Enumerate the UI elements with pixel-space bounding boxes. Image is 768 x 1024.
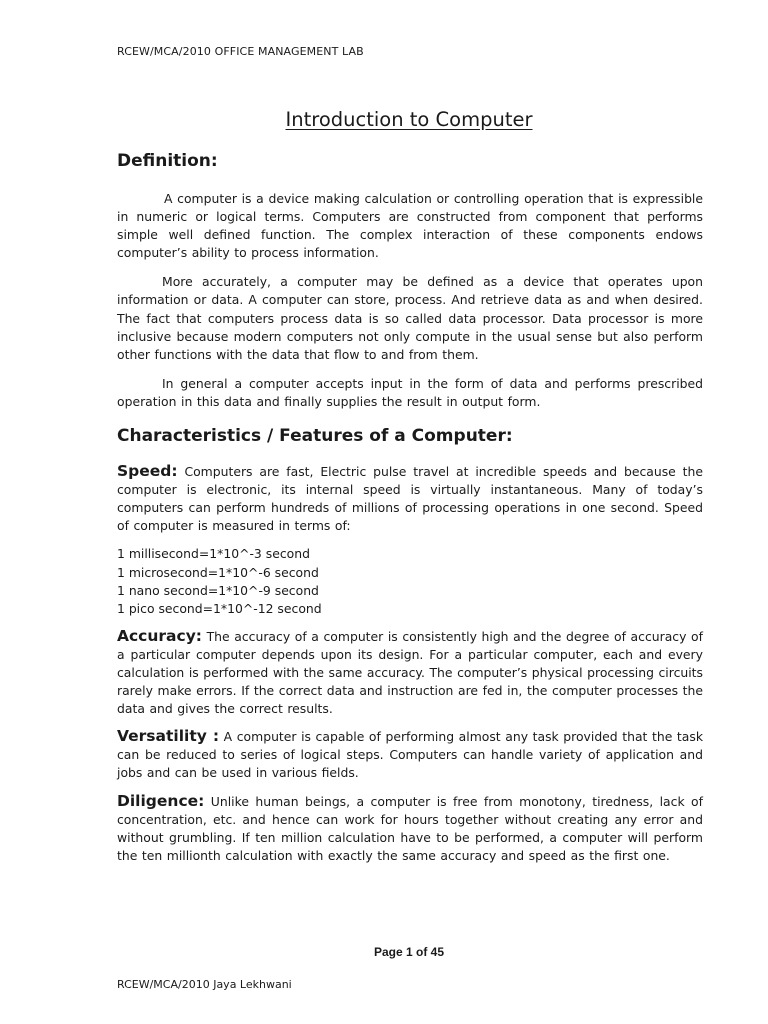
speed-unit-item: 1 nano second=1*10^-9 second <box>117 582 319 598</box>
speed-units-list <box>117 545 703 617</box>
definition-heading: Definition: <box>117 151 218 171</box>
versatility-label: Versatility : <box>117 727 220 746</box>
diligence-text: Unlike human beings, a computer is free from monotony, tiredness, lack of concentration, etc. and hence can work for hours together without creating any error and without grumbling. If ten million calculation have to be performed, a computer will perform the ten millionth calculation with exactly the same accuracy and speed as the first one. <box>117 793 703 863</box>
diligence-paragraph <box>117 792 703 865</box>
definition-paragraph-1: A computer is a device making calculation or controlling operation that is expressible in numeric or logical terms. Computers are constructed from component that performs simple well defined function. The complex interaction of these components endows computer’s ability to process information. <box>117 191 703 261</box>
speed-unit-item: 1 microsecond=1*10^-6 second <box>117 564 319 580</box>
speed-unit-item: 1 pico second=1*10^-12 second <box>117 600 322 616</box>
speed-paragraph <box>117 462 703 535</box>
page-footer: RCEW/MCA/2010 Jaya Lekhwani <box>117 978 292 991</box>
diligence-label: Diligence: <box>117 791 205 810</box>
accuracy-text: The accuracy of a computer is consistently high and the degree of accuracy of a particular computer depends upon its design. For a particular computer, each and every calculation is performed with the same accuracy. The computer’s physical processing circuits rarely make errors. If the correct data and instruction are fed in, the computer processes the data and gives the correct results. <box>117 628 703 717</box>
versatility-paragraph <box>117 727 703 782</box>
characteristics-heading: Characteristics / Features of a Computer: <box>117 426 513 447</box>
accuracy-paragraph <box>117 627 703 718</box>
speed-unit-item: 1 millisecond=1*10^-3 second <box>117 546 310 562</box>
accuracy-label: Accuracy: <box>117 626 203 645</box>
document-body <box>117 150 703 865</box>
definition-paragraph-2: More accurately, a computer may be defined as a device that operates upon information or data. A computer can store, process. And retrieve data as and when desired. The fact that computers process data is so called data processor. Data processor is more inclusive because modern computers not only compute in the usual sense but also perform other functions with the data that flow to and from them. <box>117 274 703 362</box>
definition-paragraph-3: In general a computer accepts input in the form of data and performs prescribed operation in this data and finally supplies the result in output form. <box>117 375 703 409</box>
page-header: RCEW/MCA/2010 OFFICE MANAGEMENT LAB <box>117 45 364 58</box>
speed-text: Computers are fast, Electric pulse travel at incredible speeds and because the computer is electronic, its internal speed is virtually instantaneous. Many of today’s computers can perform hundreds of millions of processing operations in one second. Speed of computer is measured in terms of: <box>117 464 703 534</box>
document-title: Introduction to Computer <box>285 108 533 131</box>
page-number: Page 1 of 45 <box>373 945 445 959</box>
versatility-text: A computer is capable of performing almost any task provided that the task can be reduced to series of logical steps. Computers can handle variety of application and jobs and can be used in various fields. <box>117 729 703 781</box>
speed-label: Speed: <box>117 462 178 481</box>
